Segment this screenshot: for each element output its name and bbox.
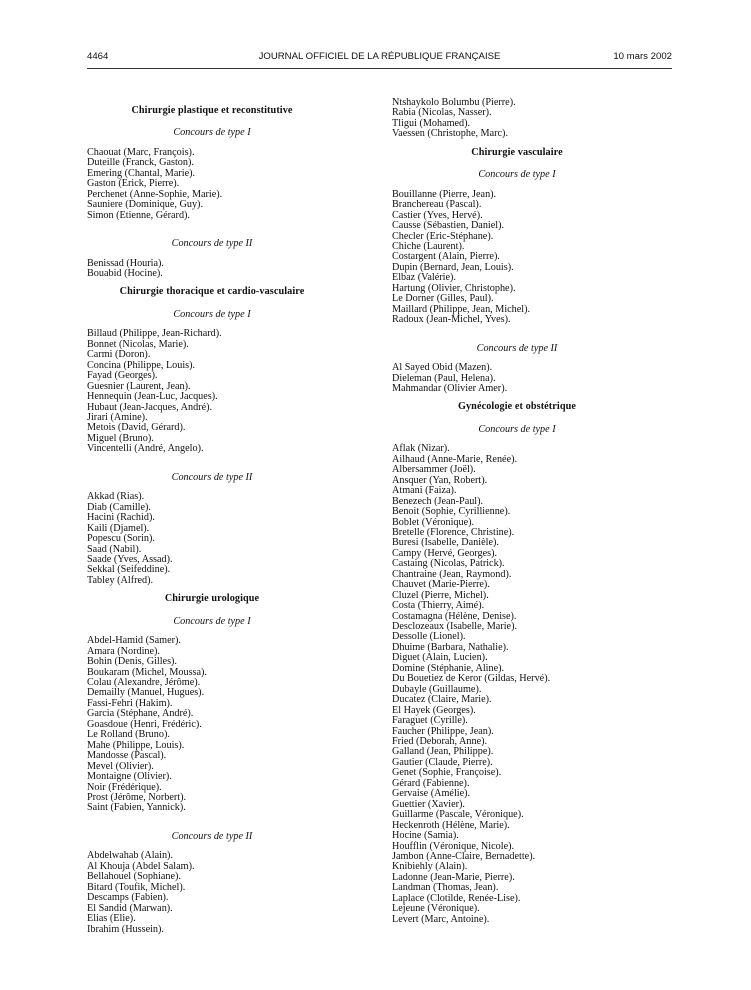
list-item: Guillarme (Pascale, Véronique). (392, 809, 524, 821)
list-item: Abdel-Hamid (Samer). (87, 635, 181, 647)
concours-heading: Concours de type I (478, 423, 556, 435)
list-item: Castaing (Nicolas, Patrick). (392, 558, 505, 570)
list-item: Mahmandar (Olivier Amer). (392, 382, 508, 394)
list-item: Costargent (Alain, Pierre). (392, 251, 500, 263)
list-item: Goasdoue (Henri, Frédéric). (87, 718, 202, 730)
list-item: Akkad (Rias). (87, 491, 145, 503)
list-item: Vincentelli (André, Angelo). (87, 443, 204, 455)
list-item: Fried (Deborah, Anne). (392, 736, 488, 748)
list-item: Emering (Chantal, Marie). (87, 167, 196, 179)
list-item: Metois (David, Gérard). (87, 422, 186, 434)
list-item: Hocine (Samia). (392, 830, 459, 842)
list-item: Gérard (Fabienne). (392, 777, 470, 789)
list-item: Miguel (Bruno). (87, 432, 154, 444)
list-item: Hacini (Rachid). (87, 512, 155, 524)
right-column (392, 98, 642, 925)
list-item: Garcia (Stéphane, André). (87, 708, 194, 720)
list-item: Levert (Marc, Antoine). (392, 913, 490, 925)
concours-heading: Concours de type I (173, 308, 251, 320)
list-item: Descamps (Fabien). (87, 892, 169, 904)
concours-heading: Concours de type I (478, 169, 556, 181)
name-list (87, 492, 337, 586)
list-item: Bitard (Toufik, Michel). (87, 881, 186, 893)
name-list (87, 329, 337, 454)
list-item: Mevel (Olivier). (87, 760, 154, 772)
list-item: Sekkal (Seifeddine). (87, 564, 171, 576)
list-item: Ladonne (Jean-Marie, Pierre). (392, 871, 515, 883)
list-item: Chaouat (Marc, François). (87, 146, 195, 158)
list-item: Hubaut (Jean-Jacques, André). (87, 401, 213, 413)
list-item: Boukaram (Michel, Moussa). (87, 666, 207, 678)
list-item: Diab (Camille). (87, 501, 151, 513)
list-item: Knibiehly (Alain). (392, 861, 468, 873)
list-item: Duteille (Franck, Gaston). (87, 157, 194, 169)
list-item: Costa (Thierry, Aimé). (392, 600, 485, 612)
concours-heading: Concours de type II (476, 342, 558, 354)
list-item: Lejeune (Véronique). (392, 903, 480, 915)
list-item: Benoit (Sophie, Cyrillienne). (392, 506, 511, 518)
list-item: Montaigne (Olivier). (87, 771, 172, 783)
list-item: Simon (Etienne, Gérard). (87, 209, 190, 221)
list-item: Billaud (Philippe, Jean-Richard). (87, 328, 222, 340)
list-item: Albersammer (Joël). (392, 464, 476, 476)
concours-heading: Concours de type II (171, 830, 253, 842)
list-item: Genet (Sophie, Françoise). (392, 767, 502, 779)
list-item: Elbaz (Valérie). (392, 272, 456, 284)
list-item: Heckenroth (Hélène, Marie). (392, 819, 510, 831)
list-item: Popescu (Sorin). (87, 533, 155, 545)
section-title: Chirurgie urologique (164, 593, 260, 605)
left-column (87, 98, 337, 935)
list-item: Le Dorner (Gilles, Paul). (392, 293, 494, 305)
concours-heading: Concours de type II (171, 471, 253, 483)
list-item: Du Bouetiez de Keror (Gildas, Hervé). (392, 673, 551, 685)
list-item: Tabley (Alfred). (87, 574, 154, 586)
list-item: Faucher (Philippe, Jean). (392, 725, 494, 737)
list-item: Hartung (Olivier, Christophe). (392, 282, 516, 294)
list-item: Campy (Hervé, Georges). (392, 547, 498, 559)
list-item: Bohin (Denis, Gilles). (87, 656, 177, 668)
concours-heading: Concours de type I (173, 615, 251, 627)
header-rule (87, 68, 672, 69)
list-item: Domine (Stéphanie, Aline). (392, 662, 505, 674)
list-item: Jambon (Anne-Claire, Bernadette). (392, 851, 536, 862)
list-item: Bouillanne (Pierre, Jean). (392, 188, 497, 200)
list-item: Buresi (Isabelle, Danièle). (392, 537, 499, 549)
list-item: Chauvet (Marie-Pierre). (392, 579, 490, 591)
list-item: Hennequin (Jean-Luc, Jacques). (87, 391, 218, 403)
list-item: Saade (Yves, Assad). (87, 553, 173, 565)
list-item: Atmani (Faiza). (392, 485, 457, 497)
list-item: Checler (Eric-Stéphane). (392, 230, 494, 242)
list-item: Colau (Alexandre, Jérôme). (87, 677, 201, 689)
list-item: Al Sayed Obid (Mazen). (392, 362, 493, 374)
name-list (87, 259, 337, 280)
list-item: Kaili (Djamel). (87, 522, 150, 534)
name-list (87, 148, 337, 221)
list-item: Carmi (Doron). (87, 349, 151, 361)
list-item: Benezech (Jean-Paul). (392, 495, 484, 507)
list-item: Mahe (Philippe, Louis). (87, 739, 185, 751)
list-item: Dieleman (Paul, Helena). (392, 372, 496, 384)
section-title: Gynécologie et obstétrique (457, 401, 577, 413)
list-item: Radoux (Jean-Michel, Yves). (392, 314, 511, 326)
list-item: Maillard (Philippe, Jean, Michel). (392, 303, 531, 315)
concours-heading: Concours de type II (171, 238, 253, 250)
list-item: El Sandid (Marwan). (87, 902, 173, 914)
page-number: 4464 (87, 51, 109, 62)
list-item: Dessolle (Lionel). (392, 631, 466, 643)
list-item: Landman (Thomas, Jean). (392, 882, 499, 894)
list-item: Aflak (Nizar). (392, 443, 450, 455)
section-title: Chirurgie thoracique et cardio-vasculaire (119, 286, 305, 298)
list-item: Faraguet (Cyrille). (392, 715, 468, 727)
list-item: Ntshaykolo Bolumbu (Pierre). (392, 97, 516, 108)
name-list (392, 363, 642, 394)
section-title: Chirurgie vasculaire (471, 146, 563, 158)
list-item: Guettier (Xavier). (392, 798, 465, 810)
list-item: Dubayle (Guillaume). (392, 683, 482, 695)
list-item: Demailly (Manuel, Hugues). (87, 687, 205, 699)
list-item: El Hayek (Georges). (392, 704, 476, 716)
name-list (87, 851, 337, 935)
list-item: Prost (Jérôme, Norbert). (87, 792, 187, 804)
list-item: Cluzel (Pierre, Michel). (392, 589, 489, 601)
list-item: Dupin (Bernard, Jean, Louis). (392, 261, 514, 273)
list-item: Benissad (Houria). (87, 257, 164, 269)
list-item: Laplace (Clotilde, Renée-Lise). (392, 892, 521, 904)
list-item: Al Khouja (Abdel Salam). (87, 860, 195, 872)
list-item: Desclozeaux (Isabelle, Marie). (392, 621, 518, 633)
list-item: Ailhaud (Anne-Marie, Renée). (392, 453, 518, 465)
list-item: Fassi-Fehri (Hakim). (87, 697, 173, 709)
list-item: Tligui (Mohamed). (392, 117, 471, 129)
list-item: Branchereau (Pascal). (392, 199, 482, 211)
list-item: Bellahouel (Sophiane). (87, 871, 181, 883)
list-item: Amara (Nordine). (87, 645, 160, 657)
list-item: Rabia (Nicolas, Nasser). (392, 107, 492, 119)
list-item: Saint (Fabien, Yannick). (87, 802, 186, 814)
list-item: Houfflin (Véronique, Nicole). (392, 840, 515, 852)
list-item: Vaessen (Christophe, Marc). (392, 128, 508, 140)
list-item: Abdelwahab (Alain). (87, 850, 173, 862)
name-list (392, 98, 642, 140)
list-item: Castier (Yves, Hervé). (392, 209, 483, 221)
list-item: Gaston (Erick, Pierre). (87, 178, 180, 190)
list-item: Saad (Nabil). (87, 543, 142, 555)
list-item: Causse (Sébastien, Daniel). (392, 220, 505, 232)
list-item: Costamagna (Hélène, Denise). (392, 610, 517, 622)
issue-date: 10 mars 2002 (613, 51, 672, 62)
list-item: Galland (Jean, Philippe). (392, 746, 494, 758)
list-item: Fayad (Georges). (87, 370, 158, 382)
list-item: Dhuime (Barbara, Nathalie). (392, 641, 509, 653)
list-item: Elias (Elie). (87, 913, 136, 925)
concours-heading: Concours de type I (173, 127, 251, 139)
list-item: Jirari (Amine). (87, 411, 148, 423)
list-item: Ducatez (Claire, Marie). (392, 694, 492, 706)
list-item: Ibrahim (Hussein). (87, 923, 164, 935)
name-list (392, 190, 642, 326)
list-item: Diguet (Alain, Lucien). (392, 652, 488, 664)
list-item: Bouabid (Hocine). (87, 267, 163, 279)
list-item: Gautier (Claude, Pierre). (392, 756, 493, 768)
list-item: Perchenet (Anne-Sophie, Marie). (87, 188, 223, 200)
page-header (87, 51, 672, 67)
list-item: Sauniere (Dominique, Guy). (87, 199, 203, 211)
name-list (392, 444, 642, 925)
name-list (87, 636, 337, 814)
list-item: Bonnet (Nicolas, Marie). (87, 338, 189, 350)
list-item: Gervaise (Amélie). (392, 788, 471, 800)
list-item: Ansquer (Yan, Robert). (392, 474, 488, 486)
section-title: Chirurgie plastique et reconstitutive (131, 105, 293, 116)
list-item: Concina (Philippe, Louis). (87, 359, 196, 371)
list-item: Chantraine (Jean, Raymond). (392, 568, 512, 580)
list-item: Bretelle (Florence, Christine). (392, 526, 515, 538)
journal-title: JOURNAL OFFICIEL DE LA RÉPUBLIQUE FRANÇAISE (258, 51, 501, 62)
list-item: Mandosse (Pascal). (87, 750, 167, 762)
list-item: Guesnier (Laurent, Jean). (87, 380, 191, 392)
list-item: Boblet (Véronique). (392, 516, 475, 528)
list-item: Le Rolland (Bruno). (87, 729, 170, 741)
list-item: Noir (Frédérique). (87, 781, 162, 793)
list-item: Chiche (Laurent). (392, 240, 465, 252)
